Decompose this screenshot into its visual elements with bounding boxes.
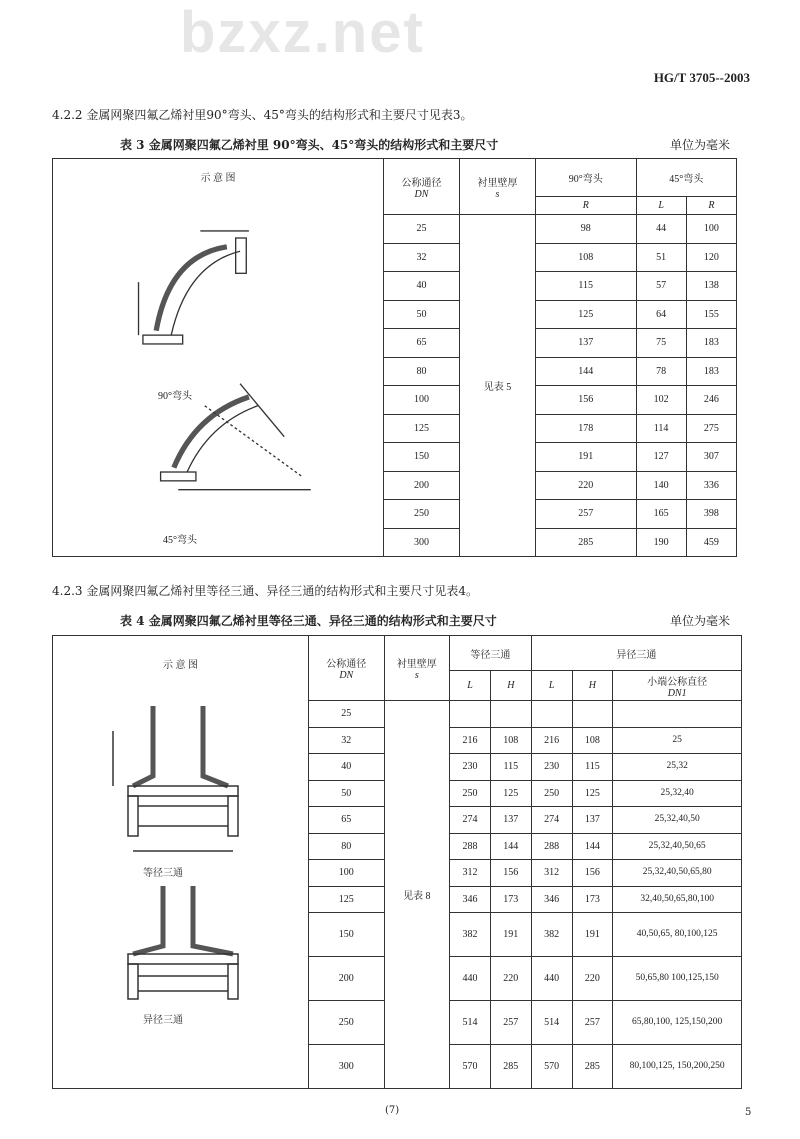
diagram-cell: [53, 159, 384, 557]
label-equal-tee: 等径三通: [143, 868, 183, 879]
table-cell: 183: [686, 357, 736, 386]
table-cell: 336: [686, 471, 736, 500]
table-cell: 64: [636, 300, 686, 329]
table-cell: 25: [613, 727, 742, 754]
table-cell: 等径三通: [450, 636, 532, 671]
table-cell: 257: [490, 1001, 531, 1045]
table-cell: R: [536, 197, 637, 215]
table-cell: 220: [536, 471, 637, 500]
table-cell: 220: [572, 957, 613, 1001]
table-cell: 80: [309, 833, 385, 860]
table-cell: 173: [572, 886, 613, 913]
table-cell: 32,40,50,65,80,100: [613, 886, 742, 913]
table-cell: 156: [572, 860, 613, 887]
table-cell: [531, 701, 572, 728]
table-cell: 155: [686, 300, 736, 329]
table-cell: 25: [309, 701, 385, 728]
table-cell: 257: [536, 500, 637, 529]
table-cell: 65: [384, 329, 460, 358]
table-cell: [490, 701, 531, 728]
table-cell: 102: [636, 386, 686, 415]
table-cell: 50: [384, 300, 460, 329]
table-cell: 156: [490, 860, 531, 887]
table-cell: 108: [572, 727, 613, 754]
table-cell: 51: [636, 243, 686, 272]
hdr: 衬里壁厚: [477, 177, 518, 189]
table-cell: 173: [490, 886, 531, 913]
table-cell: 216: [450, 727, 491, 754]
hdr: 公称通径: [401, 177, 442, 189]
table-cell: 220: [490, 957, 531, 1001]
table-cell: R: [686, 197, 736, 215]
table-cell: H: [572, 671, 613, 701]
s-value: 见表 5: [460, 215, 536, 557]
table-cell: [613, 701, 742, 728]
table-cell: 25,32,40,50,65: [613, 833, 742, 860]
table-cell: 230: [531, 754, 572, 781]
label-90-elbow: 90°弯头: [158, 391, 192, 402]
table-cell: 100: [686, 215, 736, 244]
table-cell: 115: [490, 754, 531, 781]
table-cell: 190: [636, 528, 686, 557]
diagram-header: 示 意 图: [163, 660, 198, 671]
caption-text: 表 3 金属网聚四氟乙烯衬里 90°弯头、45°弯头的结构形式和主要尺寸: [120, 138, 499, 152]
table-cell: 285: [490, 1045, 531, 1089]
table-cell: 65: [309, 807, 385, 834]
hdr-sym: DN: [414, 188, 429, 200]
table-cell: [572, 701, 613, 728]
table3-caption: [120, 136, 730, 152]
table-cell: 114: [636, 414, 686, 443]
table-cell: 300: [309, 1045, 385, 1089]
hdr-sym: s: [414, 670, 419, 681]
standard-number: HG/T 3705--2003: [653, 70, 750, 85]
table-cell: 78: [636, 357, 686, 386]
table-cell: 125: [536, 300, 637, 329]
table-cell: 137: [536, 329, 637, 358]
table-cell: 285: [536, 528, 637, 557]
page-number: (7): [385, 1105, 400, 1116]
table-cell: 346: [531, 886, 572, 913]
table-cell: 165: [636, 500, 686, 529]
table-cell: 288: [450, 833, 491, 860]
table4-caption: [120, 612, 730, 628]
table-cell: 257: [572, 1001, 613, 1045]
table-cell: 144: [536, 357, 637, 386]
table-cell: 285: [572, 1045, 613, 1089]
table-cell: 382: [531, 913, 572, 957]
table-cell: 25: [384, 215, 460, 244]
header-s: [460, 159, 536, 215]
table-cell: 144: [572, 833, 613, 860]
table-cell: 32: [309, 727, 385, 754]
table-cell: 191: [536, 443, 637, 472]
table-cell: 250: [384, 500, 460, 529]
table-cell: 191: [572, 913, 613, 957]
table-cell: 440: [450, 957, 491, 1001]
table-cell: 275: [686, 414, 736, 443]
table-cell: 65,80,100, 125,150,200: [613, 1001, 742, 1045]
table-cell: 514: [531, 1001, 572, 1045]
table-cell: 570: [531, 1045, 572, 1089]
hdr-sym: s: [495, 188, 500, 200]
table-cell: 307: [686, 443, 736, 472]
table-cell: 312: [450, 860, 491, 887]
header-dn: [384, 159, 460, 215]
table-cell: 440: [531, 957, 572, 1001]
table-cell: 150: [309, 913, 385, 957]
table-cell: 115: [572, 754, 613, 781]
table-cell: 115: [536, 272, 637, 301]
table-cell: 80,100,125, 150,200,250: [613, 1045, 742, 1089]
diagram-cell: [53, 636, 309, 1089]
table-cell: 459: [686, 528, 736, 557]
table-cell: 137: [572, 807, 613, 834]
table-4: [52, 635, 742, 1089]
header-dn: [309, 636, 385, 701]
table-cell: H: [490, 671, 531, 701]
table-cell: 57: [636, 272, 686, 301]
table-cell: 100: [309, 860, 385, 887]
table-cell: 200: [384, 471, 460, 500]
table-cell: L: [450, 671, 491, 701]
watermark: bzxz.net: [180, 0, 425, 65]
table-cell: 138: [686, 272, 736, 301]
table-cell: 异径三通: [531, 636, 741, 671]
table-cell: 100: [384, 386, 460, 415]
table-cell: 108: [536, 243, 637, 272]
table-cell: 125: [490, 780, 531, 807]
table-cell: 25,32,40: [613, 780, 742, 807]
table-cell: 156: [536, 386, 637, 415]
tee-diagram: [53, 636, 308, 1016]
table-cell: 140: [636, 471, 686, 500]
table-cell: 32: [384, 243, 460, 272]
table-cell: 90°弯头: [536, 159, 637, 197]
table-cell: 125: [572, 780, 613, 807]
table-cell: L: [531, 671, 572, 701]
table-cell: 312: [531, 860, 572, 887]
table-cell: 191: [490, 913, 531, 957]
elbow-diagram: [68, 185, 368, 525]
table-cell: 200: [309, 957, 385, 1001]
table-cell: 274: [531, 807, 572, 834]
table-cell: 382: [450, 913, 491, 957]
table-cell: 183: [686, 329, 736, 358]
table-cell: 570: [450, 1045, 491, 1089]
label-reducing-tee: 异径三通: [143, 1015, 183, 1026]
table-cell: 44: [636, 215, 686, 244]
table-cell: 178: [536, 414, 637, 443]
table-cell: 137: [490, 807, 531, 834]
table-cell: [450, 701, 491, 728]
hdr: 衬里壁厚: [396, 659, 437, 670]
table-cell: 40: [384, 272, 460, 301]
hdr: 公称通径: [326, 659, 367, 670]
unit-label: 单位为毫米: [669, 138, 730, 152]
hdr: 小端公称直径: [647, 676, 708, 688]
table-cell: 250: [531, 780, 572, 807]
header-s: [384, 636, 450, 701]
table-cell: 514: [450, 1001, 491, 1045]
table-cell: 125: [309, 886, 385, 913]
table-cell: 274: [450, 807, 491, 834]
table-cell: L: [636, 197, 686, 215]
hdr-sym: DN1: [667, 687, 687, 699]
diagram-header: 示 意 图: [200, 173, 236, 184]
table-cell: 398: [686, 500, 736, 529]
table-cell: 40,50,65, 80,100,125: [613, 913, 742, 957]
table-cell: 144: [490, 833, 531, 860]
s-value: 见表 8: [384, 701, 450, 1089]
table-cell: 127: [636, 443, 686, 472]
table-cell: 246: [686, 386, 736, 415]
table-cell: 50,65,80 100,125,150: [613, 957, 742, 1001]
table-cell: 25,32,40,50,65,80: [613, 860, 742, 887]
corner-mark: 5: [745, 1107, 752, 1118]
clause-4-2-3: 4.2.3 金属网聚四氟乙烯衬里等径三通、异径三通的结构形式和主要尺寸见表4。: [52, 584, 478, 598]
label-45-elbow: 45°弯头: [163, 535, 197, 546]
unit-label: 单位为毫米: [669, 614, 730, 628]
table-cell: 250: [309, 1001, 385, 1045]
table-cell: 108: [490, 727, 531, 754]
table-cell: 80: [384, 357, 460, 386]
table-cell: 250: [450, 780, 491, 807]
table-cell: 25,32: [613, 754, 742, 781]
table-cell: 45°弯头: [636, 159, 737, 197]
table-cell: 150: [384, 443, 460, 472]
table-cell: 120: [686, 243, 736, 272]
table-cell: 75: [636, 329, 686, 358]
table-cell: 98: [536, 215, 637, 244]
table-cell: 230: [450, 754, 491, 781]
table-3: [52, 158, 737, 557]
table-cell: 40: [309, 754, 385, 781]
table-cell: 25,32,40,50: [613, 807, 742, 834]
header-dn1: [613, 671, 742, 701]
table-cell: 300: [384, 528, 460, 557]
table-cell: 288: [531, 833, 572, 860]
table-cell: 125: [384, 414, 460, 443]
hdr-sym: DN: [339, 670, 354, 681]
table-cell: 346: [450, 886, 491, 913]
table-cell: 50: [309, 780, 385, 807]
caption-text: 表 4 金属网聚四氟乙烯衬里等径三通、异径三通的结构形式和主要尺寸: [120, 614, 497, 628]
clause-4-2-2: 4.2.2 金属网聚四氟乙烯衬里90°弯头、45°弯头的结构形式和主要尺寸见表3。: [52, 108, 473, 122]
table-cell: 216: [531, 727, 572, 754]
